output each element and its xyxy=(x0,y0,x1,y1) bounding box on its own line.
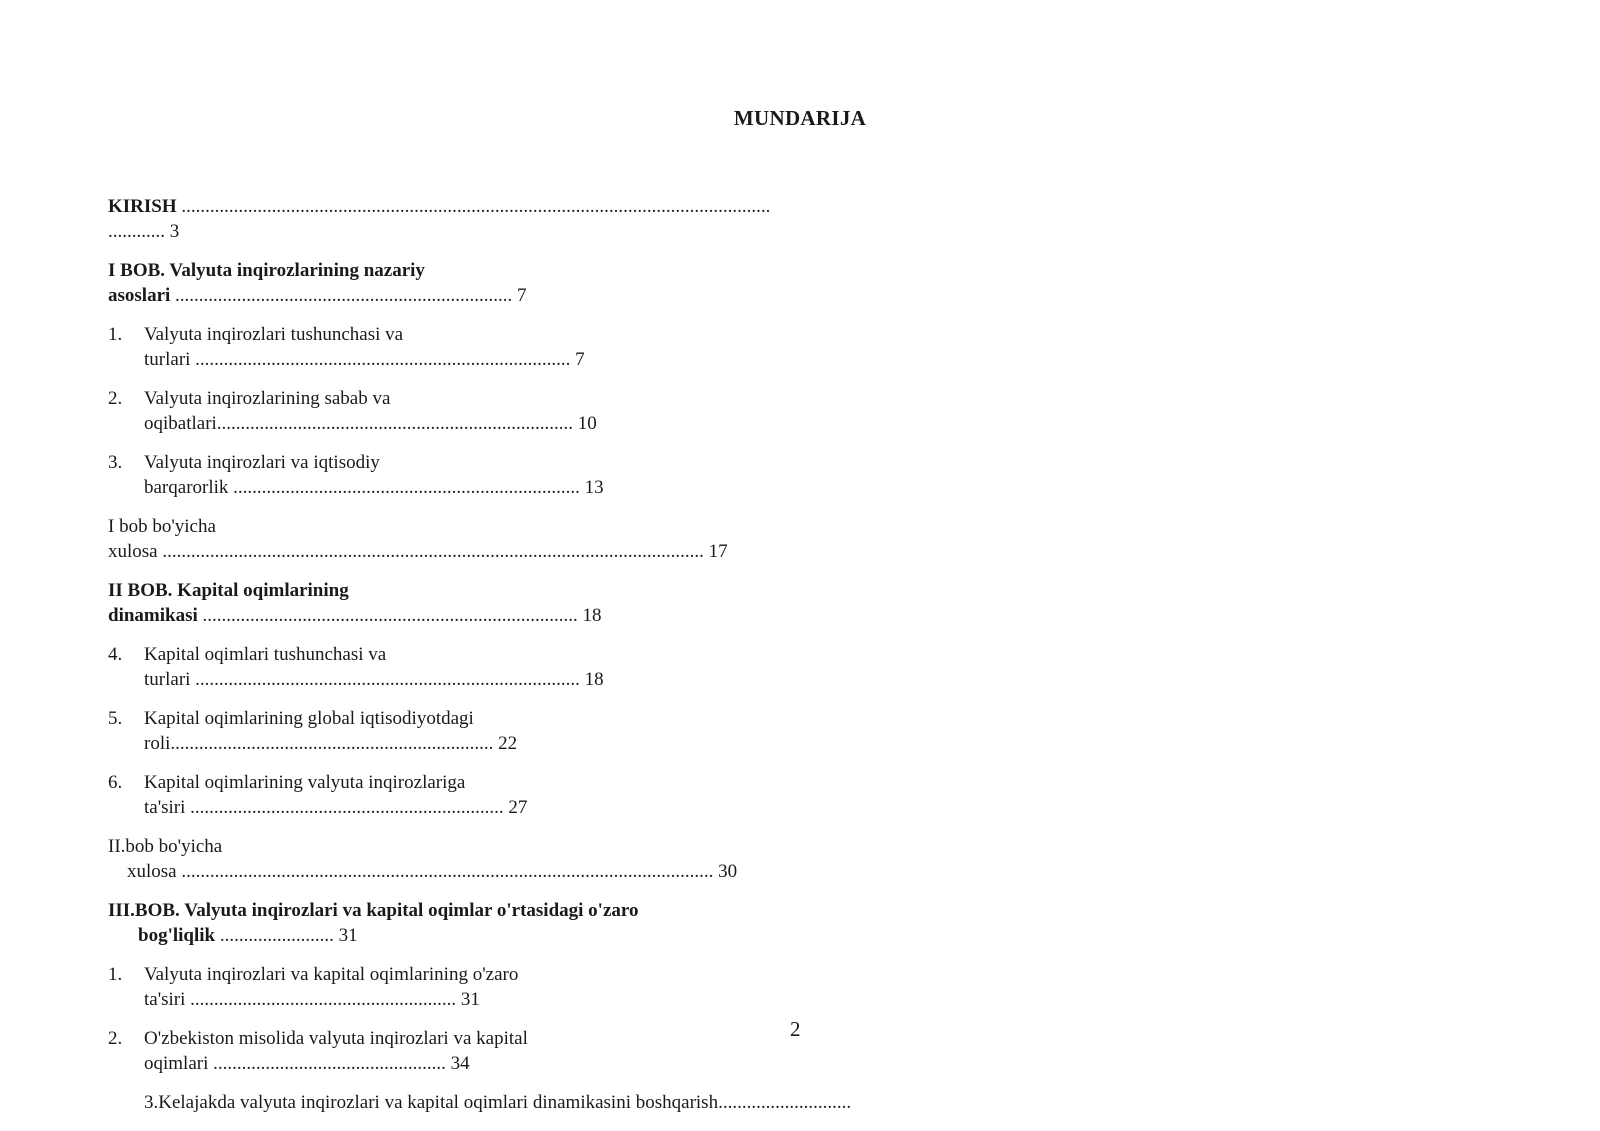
toc-entry-title: Kapital oqimlarining global iqtisodiyotdagi xyxy=(144,708,474,729)
toc-entry-title: II.bob bo'yicha xyxy=(108,836,223,857)
toc-entry-page: oqibatlari........................................................................... 10 xyxy=(144,413,597,434)
toc-entry-page: turlari ............................................................................... 7 xyxy=(144,349,585,370)
toc-leader-dots: ............................................................................................................................ xyxy=(176,196,771,217)
toc-entry-title: 3.Kelajakda valyuta inqirozlari va kapital oqimlari dinamikasini boshqarish............................ xyxy=(144,1092,852,1113)
toc-entry-page: roli.................................................................... 22 xyxy=(144,733,518,754)
toc-entry-section-3-2 xyxy=(108,1026,528,1076)
toc-entry-line xyxy=(108,386,597,411)
toc-entry-page: turlari ................................................................................. 18 xyxy=(144,669,604,690)
toc-entry-chapter-3 xyxy=(108,898,639,948)
toc-entry-line xyxy=(108,1026,528,1051)
toc-entry-line xyxy=(108,450,604,475)
toc-entry-title: Valyuta inqirozlari va kapital oqimlarining o'zaro xyxy=(144,964,519,985)
toc-entry-title: I bob bo'yicha xyxy=(108,516,216,537)
toc-entry-title: II BOB. Kapital oqimlarining xyxy=(108,580,349,601)
toc-entry-title: Valyuta inqirozlarining sabab va xyxy=(144,388,391,409)
toc-entry-page: ............ 3 xyxy=(108,221,180,242)
toc-entry-title: Kapital oqimlari tushunchasi va xyxy=(144,644,387,665)
toc-entry-page: xulosa ................................................................................................................ 30 xyxy=(127,861,738,882)
toc-entry-title: Valyuta inqirozlari tushunchasi va xyxy=(144,324,404,345)
toc-entry-label: dinamikasi xyxy=(108,605,198,626)
toc-entry-number: 2. xyxy=(108,388,123,409)
toc-entry-page: oqimlari ................................................. 34 xyxy=(144,1053,470,1074)
toc-entry-page: xulosa .................................................................................................................. 17 xyxy=(108,541,728,562)
toc-entry-label: KIRISH xyxy=(108,196,177,217)
toc-entry-section-1-3 xyxy=(108,450,604,500)
toc-entry-chapter-2 xyxy=(108,578,602,628)
toc-entry-conclusion-2 xyxy=(108,834,737,884)
toc-entry-title: Valyuta inqirozlari va iqtisodiy xyxy=(144,452,380,473)
toc-entry-title: O'zbekiston misolida valyuta inqirozlari va kapital xyxy=(144,1028,528,1049)
toc-entry-title: Kapital oqimlarining valyuta inqirozlariga xyxy=(144,772,466,793)
toc-entry-page: ta'siri ........................................................ 31 xyxy=(144,989,480,1010)
toc-entry-line xyxy=(108,642,604,667)
toc-entry-line xyxy=(108,411,597,436)
toc-entry-line xyxy=(108,923,639,948)
toc-entry-number: 2. xyxy=(108,1028,123,1049)
toc-entry-label: bog'liqlik xyxy=(138,925,216,946)
toc-entry-label: asoslari xyxy=(108,285,171,306)
toc-entry-section-3-1 xyxy=(108,962,518,1012)
toc-entry-section-2-2 xyxy=(108,706,517,756)
toc-entry-number: 4. xyxy=(108,644,123,665)
page-title: MUNDARIJA xyxy=(733,106,867,130)
toc-entry-line xyxy=(108,667,604,692)
toc-entry-chapter-1 xyxy=(108,258,527,308)
toc-entry-number: 1. xyxy=(108,964,123,985)
toc-entry-line xyxy=(108,731,517,756)
toc-entry-line xyxy=(108,1051,528,1076)
toc-entry-conclusion-1 xyxy=(108,514,728,564)
toc-entry-number: 1. xyxy=(108,324,123,345)
toc-entry-page: barqarorlik ......................................................................... 13 xyxy=(144,477,604,498)
toc-entry-page: ....................................................................... 7 xyxy=(170,285,527,306)
toc-entry-page: ............................................................................... 18 xyxy=(197,605,602,626)
toc-entry-section-3-3 xyxy=(144,1090,851,1115)
toc-entry-line xyxy=(108,962,518,987)
toc-entry-number: 5. xyxy=(108,708,123,729)
toc-entry-title: I BOB. Valyuta inqirozlarining nazariy xyxy=(108,260,425,281)
toc-entry-section-1-2 xyxy=(108,386,597,436)
toc-entry-section-1-1 xyxy=(108,322,585,372)
toc-entry-line xyxy=(108,987,518,1012)
toc-entry-section-2-1 xyxy=(108,642,604,692)
toc-entry-line xyxy=(108,347,585,372)
toc-entry-line xyxy=(108,283,527,308)
toc-entry-line xyxy=(108,770,527,795)
toc-entry-kirish xyxy=(108,194,770,244)
toc-entry-line xyxy=(108,795,527,820)
page-number: 2 xyxy=(790,1017,801,1041)
toc-entry-number: 6. xyxy=(108,772,123,793)
toc-entry-section-2-3 xyxy=(108,770,527,820)
toc-entry-page: ta'siri .................................................................. 27 xyxy=(144,797,528,818)
toc-entry-line xyxy=(108,475,604,500)
toc-entry-number: 3. xyxy=(108,452,123,473)
toc-entry-title: III.BOB. Valyuta inqirozlari va kapital oqimlar o'rtasidagi o'zaro xyxy=(108,900,639,921)
toc-entry-line xyxy=(108,603,602,628)
toc-entry-line xyxy=(108,194,770,219)
toc-entry-page: ........................ 31 xyxy=(215,925,358,946)
toc-entry-line xyxy=(108,322,585,347)
toc-entry-line xyxy=(108,706,517,731)
